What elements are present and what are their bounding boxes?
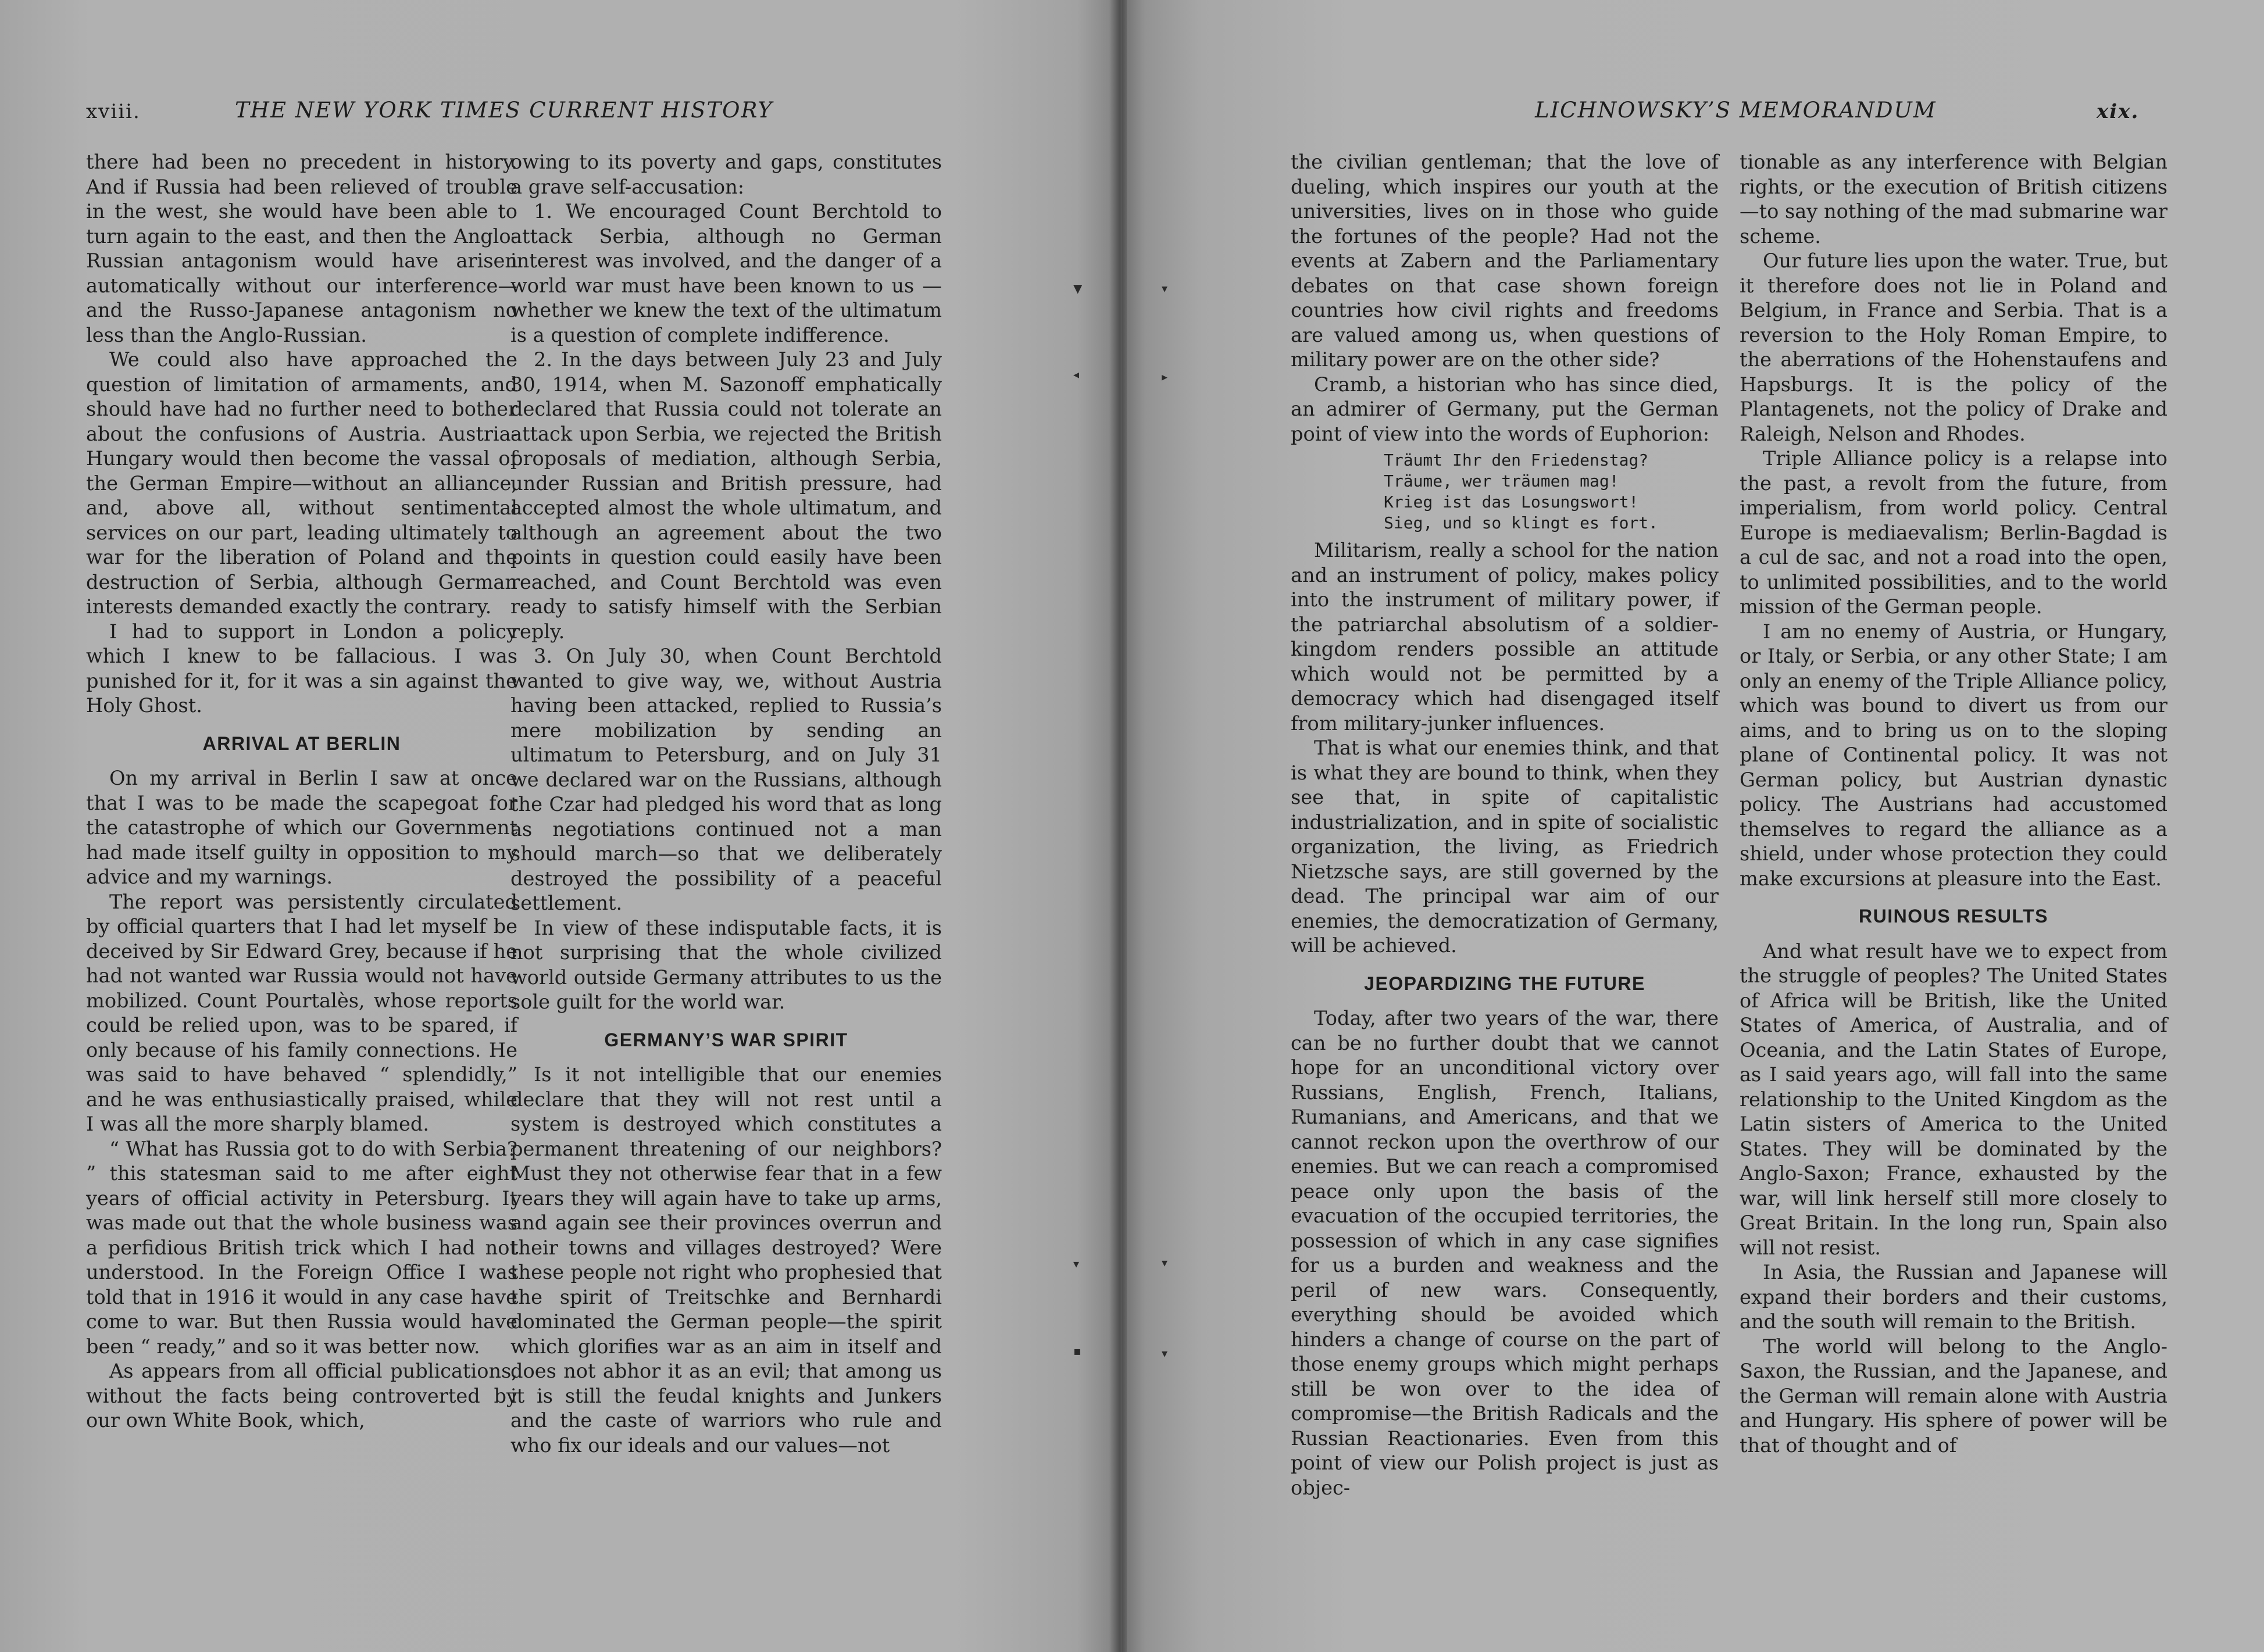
paragraph: 3. On July 30, when Count Berchtold wanted to give way, we, without Austria having been attacked, replied to Russia’s mere mobilization by sending an ultimatum to Petersburg, and on July 31 we declared war on the Russians, although the Czar had pledged his word that as long as negotiations continued not a man should march—so that we deliberately destroyed the possibility of a peaceful settlement.	[510, 645, 942, 914]
paragraph: the civilian gentleman; that the love of dueling, which inspires our youth at the universities, lives on in those who guide the fortunes of the people? Had not the events at Zabern and the Parliamentary debates on that case shown foreign countries how civil rights and freedoms are valued among us, when questions of military power are on the other side?	[1291, 151, 1719, 371]
paragraph: Is it not intelligible that our enemies declare that they will not rest until a system is destroyed which constitutes a permanent threatening of our neighbors? Must they not otherwise fear that in a few years they will again have to take up arms, and again see their provinces overrun and their towns and villages destroyed? Were these people not right who prophesied that the spirit of Treitschke and Bernhardi dominated the German people—the spirit which glorifies war as an aim in itself and does not abhor it as an evil; that among us it is still the feudal knights and Junkers and the caste of warriors who rule and who fix our ideals and our values—not	[510, 1063, 942, 1457]
verse-line: Sieg, und so klingt es fort.	[1384, 513, 1659, 532]
verse-line: Träumt Ihr den Friedenstag?	[1384, 450, 1649, 470]
margin-mark: ▾	[1162, 1256, 1168, 1270]
paragraph: In view of these indisputable facts, it is not surprising that the whole civilized world outside Germany attributes to us the sole guilt for the world war.	[510, 916, 942, 1013]
section-heading: ARRIVAL AT BERLIN	[202, 732, 401, 754]
section-heading: JEOPARDIZING THE FUTURE	[1364, 972, 1645, 994]
margin-mark: ▾	[1073, 1257, 1080, 1271]
paragraph: In Asia, the Russian and Japanese will expand their borders and their customs, and the south will remain to the British.	[1740, 1261, 2167, 1333]
running-head: THE NEW YORK TIMES CURRENT HISTORY	[235, 98, 773, 123]
page-number: xix.	[2097, 100, 2140, 123]
text-column	[1291, 150, 1719, 1500]
paragraph: “ What has Russia got to do with Serbia? ” this statesman said to me after eight years of official activity in Petersburg. It was made out that the whole business was a perfidious British trick which I had not understood. In the Foreign Office I was told that in 1916 it would in any case have come to war. But then Russia would have been “ ready,” and so it was better now.	[86, 1137, 517, 1358]
margin-mark: ▪	[1073, 1344, 1081, 1358]
paragraph: owing to its poverty and gaps, constitutes a grave self-accusation:	[510, 151, 942, 198]
paragraph: Triple Alliance policy is a relapse into the past, a revolt from the future, from imperialism, from world policy. Central Europe is mediaevalism; Berlin-Bagdad is a cul de sac, and not a road into the open, to unlimited possibilities, and to the world mission of the German people.	[1740, 447, 2167, 618]
running-head: LICHNOWSKY’S MEMORANDUM	[1535, 98, 1937, 123]
paragraph: Militarism, really a school for the nation and an instrument of policy, makes policy into the instrument of military power, if the patriarchal absolutism of a soldier-kingdom renders possible an attitude which would not be permitted by a democracy which had disengaged itself from military-junker influences.	[1291, 539, 1719, 735]
margin-mark: ◂	[1073, 367, 1080, 381]
paragraph: Cramb, a historian who has since died, an admirer of Germany, put the German point of view into the words of Euphorion:	[1291, 373, 1719, 445]
margin-mark: ▼	[1073, 281, 1083, 295]
paragraph: The report was persistently circulated by official quarters that I had let myself be deceived by Sir Edward Grey, because if he had not wanted war Russia would not have mobilized. Count Pourtalès, whose reports could be relied upon, was to be spared, if only because of his family connections. He was said to have behaved “ splendidly,” and he was enthusiastically praised, while I was all the more sharply blamed.	[86, 890, 517, 1135]
paragraph: tionable as any interference with Belgian rights, or the execution of British citizens—to say nothing of the mad submarine war scheme.	[1740, 151, 2167, 248]
paragraph: The world will belong to the Anglo-Saxon, the Russian, and the Japanese, and the German will remain alone with Austria and Hungary. His sphere of power will be that of thought and of	[1740, 1335, 2167, 1457]
paragraph: I am no enemy of Austria, or Hungary, or Italy, or Serbia, or any other State; I am only an enemy of the Triple Alliance policy, which was bound to divert us from our aims, and to bring us on to the sloping plane of Continental policy. It was not German policy, but Austrian dynastic policy. The Austrians had accustomed themselves to regard the alliance as a shield, under whose protection they could make excursions at pleasure into the East.	[1740, 620, 2167, 890]
verse-line: Träume, wer träumen mag!	[1384, 471, 1619, 491]
verse-quote	[1384, 450, 1719, 534]
paragraph: Our future lies upon the water. True, but it therefore does not lie in Poland and Belgium, in France and Serbia. That is a reversion to the Holy Roman Empire, to the aberrations of the Hohenstaufens and Hapsburgs. It is the policy of the Plantagenets, not the policy of Drake and Raleigh, Nelson and Rhodes.	[1740, 249, 2167, 445]
paragraph: 1. We encouraged Count Berchtold to attack Serbia, although no German interest was involved, and the danger of a world war must have been known to us —whether we knew the text of the ultimatum is a question of complete indifference.	[510, 200, 942, 346]
section-heading: GERMANY’S WAR SPIRIT	[604, 1029, 848, 1050]
paragraph: As appears from all official publications, without the facts being controverted by our own White Book, which,	[86, 1360, 517, 1432]
left-page	[0, 0, 1122, 1652]
page-number: xviii.	[86, 100, 141, 123]
paragraph: Today, after two years of the war, there can be no further doubt that we cannot hope for an unconditional victory over Russians, English, French, Italians, Rumanians, and Americans, and that we cannot reckon upon the overthrow of our enemies. But we can reach a compromised peace only upon the basis of the evacuation of the occupied territories, the possession of which in any case signifies for us a burden and weakness and the peril of new wars. Consequently, everything should be avoided which hinders a change of course on the part of those enemy groups which might perhaps still be won over to the idea of compromise—the British Radicals and the Russian Reactionaries. Even from this point of view our Polish project is just as objec-	[1291, 1007, 1719, 1499]
text-column	[86, 150, 517, 1433]
paragraph: And what result have we to expect from the struggle of peoples? The United States of Africa will be British, like the United States of America, of Australia, and of Oceania, and the Latin States of Europe, as I said years ago, will fall into the same relationship to the United Kingdom as the Latin sisters of America to the United States. They will be dominated by the Anglo-Saxon; France, exhausted by the war, will link herself still more closely to Great Britain. In the long run, Spain also will not resist.	[1740, 939, 2167, 1259]
text-column	[510, 150, 942, 1458]
paragraph: there had been no precedent in history. And if Russia had been relieved of trouble in the west, she would have been able to turn again to the east, and then the Anglo-Russian antagonism would have arisen automatically without our interference—and the Russo-Japanese antagonism no less than the Anglo-Russian.	[86, 151, 517, 346]
paragraph: I had to support in London a policy which I knew to be fallacious. I was punished for it, for it was a sin against the Holy Ghost.	[86, 620, 517, 717]
margin-mark: ▾	[1162, 1346, 1168, 1360]
verse-line: Krieg ist das Losungswort!	[1384, 492, 1639, 512]
paragraph: On my arrival in Berlin I saw at once that I was to be made the scapegoat for the catastrophe of which our Government had made itself guilty in opposition to my advice and my warnings.	[86, 767, 517, 888]
section-heading: RUINOUS RESULTS	[1859, 906, 2048, 927]
text-column	[1740, 150, 2167, 1458]
paragraph: We could also have approached the question of limitation of armaments, and should have had no further need to bother about the confusions of Austria. Austria-Hungary would then become the vassal of the German Empire—without an alliance, and, above all, without sentimental services on our part, leading ultimately to war for the liberation of Poland and the destruction of Serbia, although German interests demanded exactly the contrary.	[86, 348, 517, 618]
margin-mark: ▸	[1162, 370, 1168, 384]
margin-mark: ▾	[1162, 281, 1168, 295]
right-page	[1122, 0, 2264, 1652]
book-gutter	[1109, 0, 1127, 1652]
paragraph: That is what our enemies think, and that is what they are bound to think, when they see that, in spite of capitalistic industrialization, and in spite of socialistic organization, the living, as Friedrich Nietzsche says, are still governed by the dead. The principal war aim of our enemies, the democratization of Germany, will be achieved.	[1291, 736, 1719, 957]
paragraph: 2. In the days between July 23 and July 30, 1914, when M. Sazonoff emphatically declared that Russia could not tolerate an attack upon Serbia, we rejected the British proposals of mediation, although Serbia, under Russian and British pressure, had accepted almost the whole ultimatum, and although an agreement about the two points in question could easily have been reached, and Count Berchtold was even ready to satisfy himself with the Serbian reply.	[510, 348, 942, 643]
